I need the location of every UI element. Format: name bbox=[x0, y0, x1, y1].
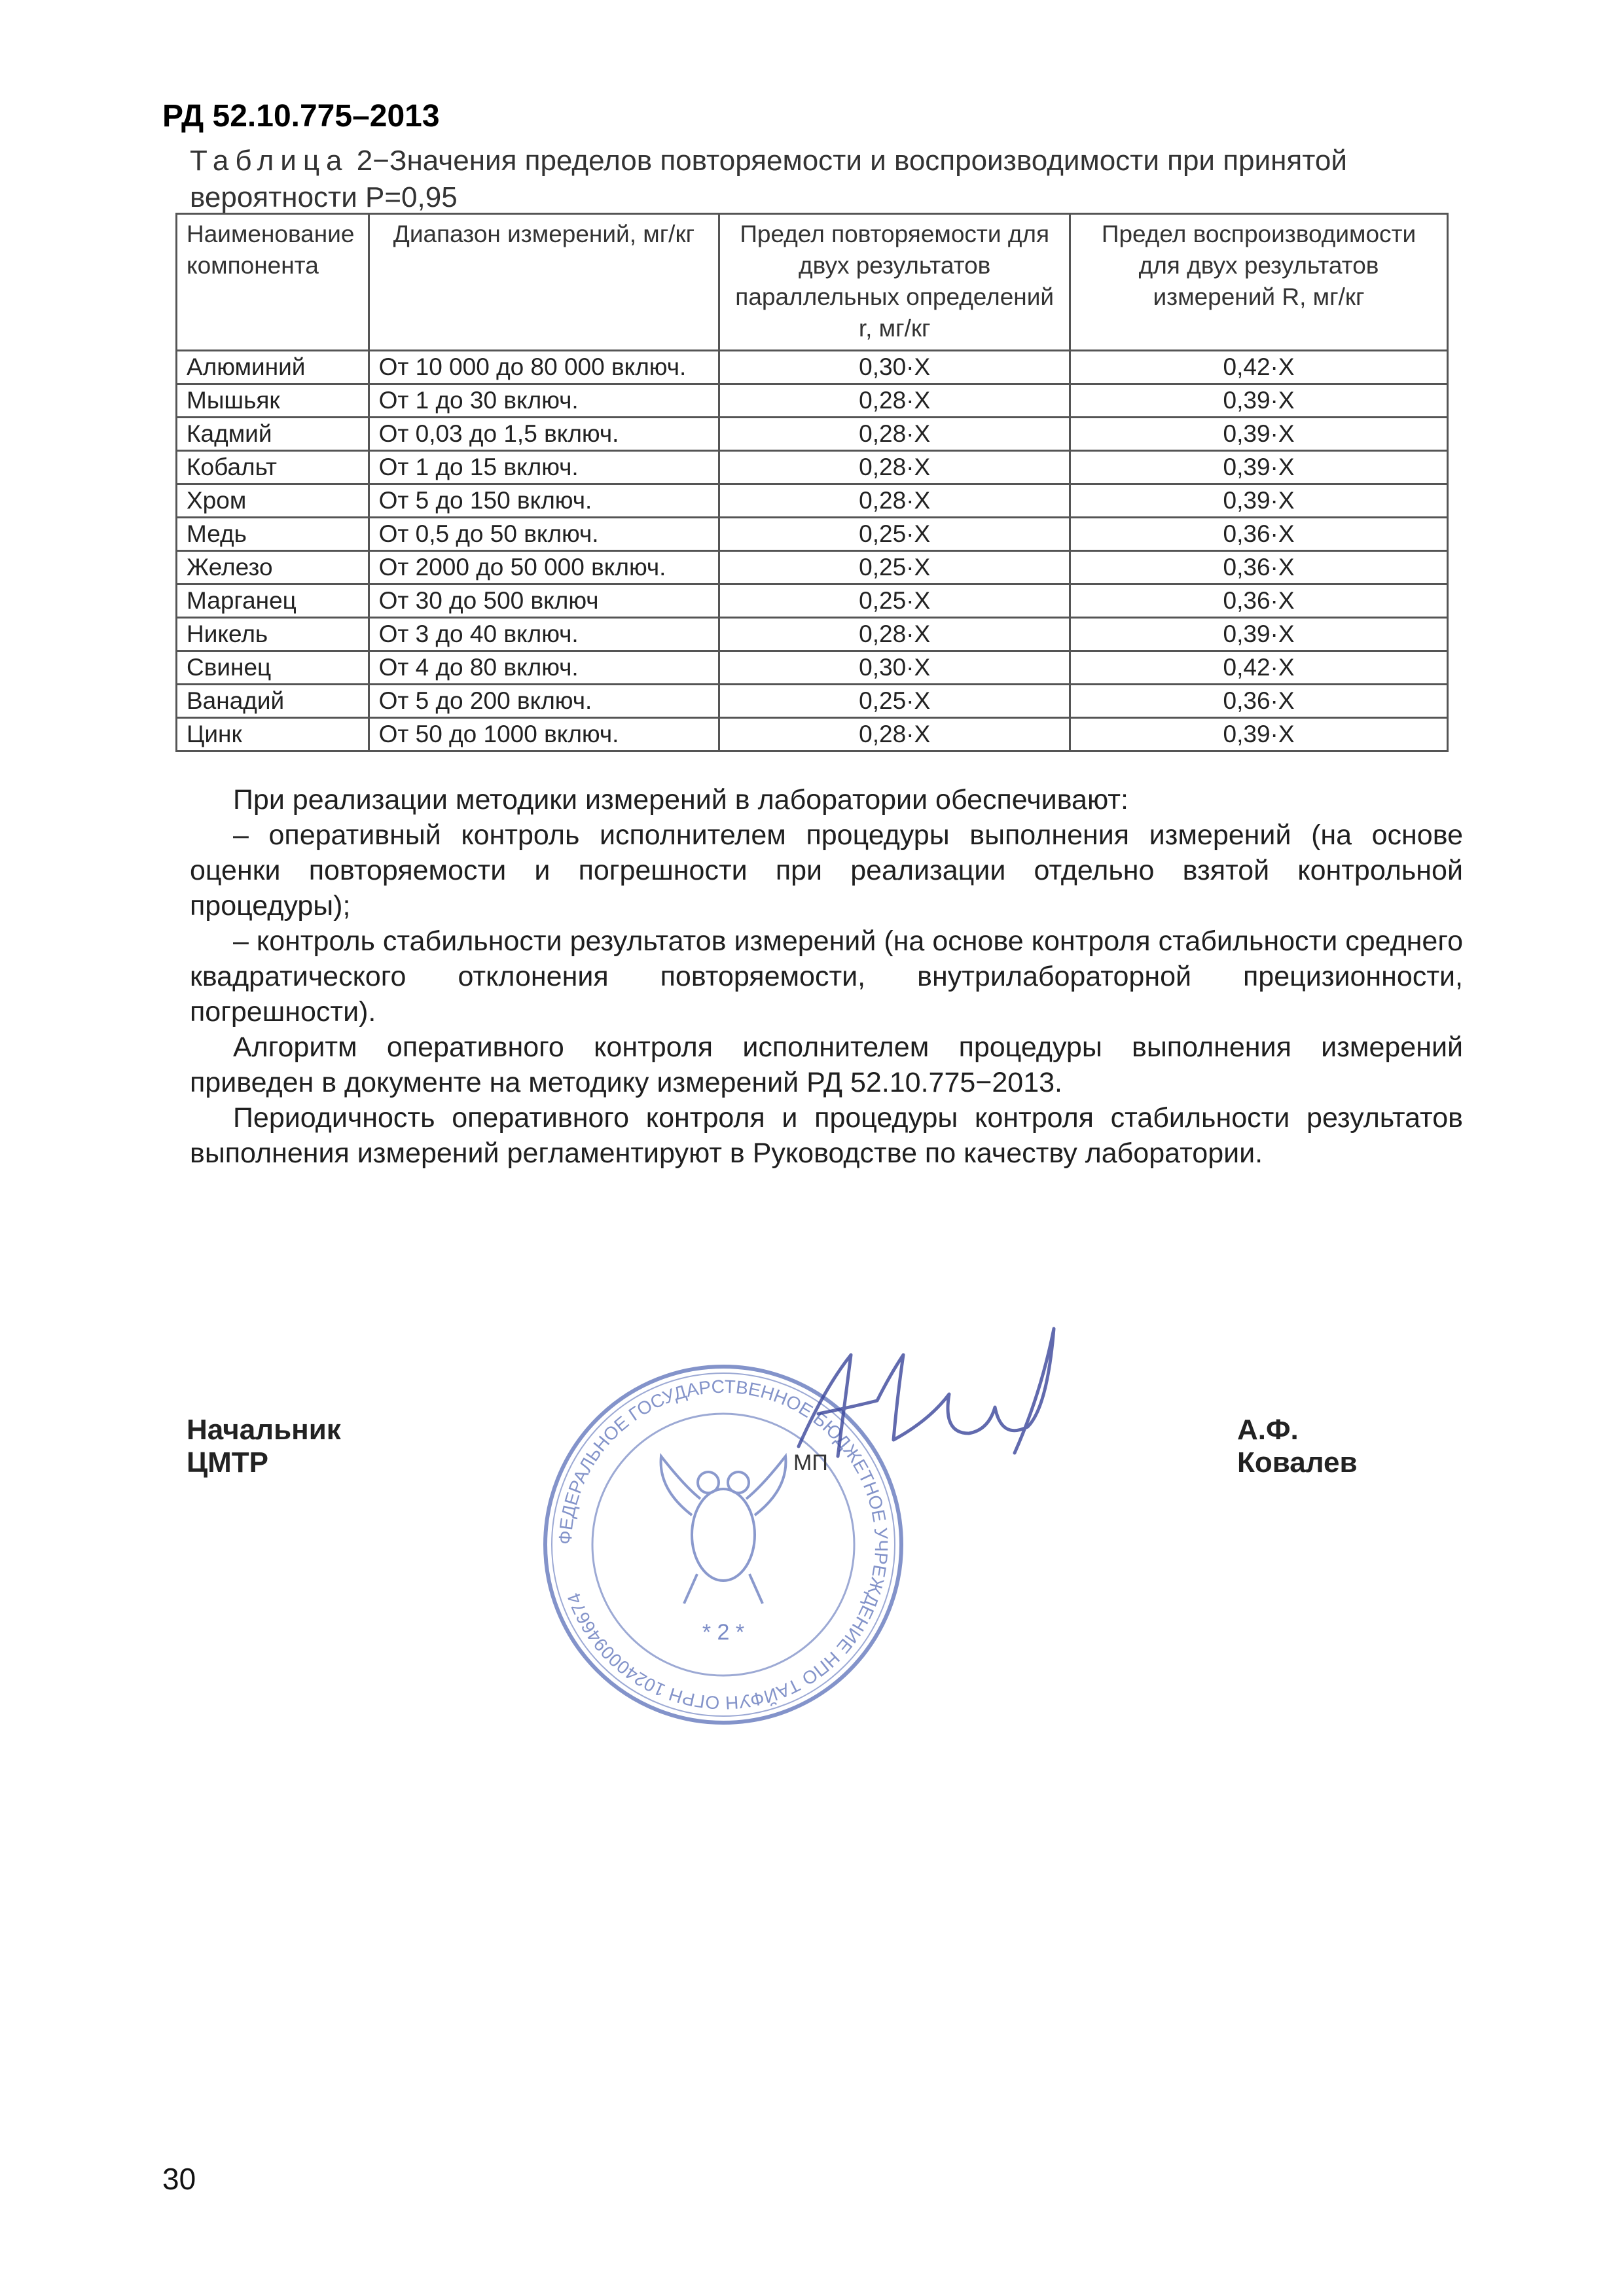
cell-reproducibility: 0,39·Х bbox=[1070, 384, 1448, 418]
paragraph-stability-control: – контроль стабильности результатов измерений (на основе контроля стабильности среднего квадратического отклонения повторяемости, внутрилабораторной прецизионности, погрешности). bbox=[190, 925, 1463, 1028]
cell-reproducibility: 0,36·Х bbox=[1070, 584, 1448, 618]
table-row bbox=[177, 451, 1448, 484]
eagle-emblem-icon bbox=[661, 1456, 786, 1604]
cell-component: Ванадий bbox=[177, 685, 369, 718]
cell-repeatability: 0,28·Х bbox=[719, 718, 1070, 751]
limits-table bbox=[175, 213, 1449, 752]
cell-reproducibility: 0,39·Х bbox=[1070, 718, 1448, 751]
table-row bbox=[177, 651, 1448, 685]
table-row bbox=[177, 551, 1448, 584]
table-row bbox=[177, 384, 1448, 418]
cell-component: Мышьяк bbox=[177, 384, 369, 418]
cell-component: Свинец bbox=[177, 651, 369, 685]
cell-reproducibility: 0,36·Х bbox=[1070, 685, 1448, 718]
cell-component: Кадмий bbox=[177, 418, 369, 451]
paragraph-algorithm: Алгоритм оперативного контроля исполнителем процедуры выполнения измерений приведен в документе на методику измерений РД 52.10.775−2013. bbox=[190, 1031, 1463, 1098]
cell-repeatability: 0,28·Х bbox=[719, 484, 1070, 518]
cell-reproducibility: 0,42·Х bbox=[1070, 651, 1448, 685]
table-row bbox=[177, 418, 1448, 451]
cell-component: Марганец bbox=[177, 584, 369, 618]
header-range: Диапазон измерений, мг/кг bbox=[369, 214, 719, 351]
table-row bbox=[177, 351, 1448, 384]
cell-component: Железо bbox=[177, 551, 369, 584]
cell-repeatability: 0,28·Х bbox=[719, 384, 1070, 418]
cell-reproducibility: 0,39·Х bbox=[1070, 484, 1448, 518]
cell-repeatability: 0,28·Х bbox=[719, 418, 1070, 451]
cell-repeatability: 0,28·Х bbox=[719, 618, 1070, 651]
cell-repeatability: 0,25·Х bbox=[719, 518, 1070, 551]
cell-reproducibility: 0,39·Х bbox=[1070, 618, 1448, 651]
signer-position: Начальник ЦМТР bbox=[187, 1414, 341, 1479]
cell-component: Никель bbox=[177, 618, 369, 651]
cell-component: Кобальт bbox=[177, 451, 369, 484]
cell-range: От 4 до 80 включ. bbox=[369, 651, 719, 685]
header-reproducibility: Предел воспроизводимости для двух результатов измерений R, мг/кг bbox=[1070, 214, 1448, 351]
cell-component: Медь bbox=[177, 518, 369, 551]
table-row bbox=[177, 518, 1448, 551]
cell-range: От 30 до 500 включ bbox=[369, 584, 719, 618]
cell-reproducibility: 0,36·Х bbox=[1070, 518, 1448, 551]
cell-reproducibility: 0,39·Х bbox=[1070, 418, 1448, 451]
cell-range: От 1 до 15 включ. bbox=[369, 451, 719, 484]
stamp-center-text: * 2 * bbox=[702, 1620, 745, 1645]
header-repeatability: Предел повторяемости для двух результатов параллельных определений r, мг/кг bbox=[719, 214, 1070, 351]
stamp-ring-text: ФЕДЕРАЛЬНОЕ ГОСУДАРСТВЕННОЕ БЮДЖЕТНОЕ УЧРЕЖДЕНИЕ НПО ТАЙФУН ОГРН 1024000946674 bbox=[554, 1376, 892, 1713]
paragraph-operative-control: – оперативный контроль исполнителем процедуры выполнения измерений (на основе оценки повторяемости и погрешности при реализации отдельно взятой контрольной процедуры); bbox=[190, 819, 1463, 922]
cell-repeatability: 0,25·Х bbox=[719, 551, 1070, 584]
header-component: Наименование компонента bbox=[177, 214, 369, 351]
page-number: 30 bbox=[162, 2162, 196, 2196]
cell-range: От 5 до 150 включ. bbox=[369, 484, 719, 518]
table-row bbox=[177, 685, 1448, 718]
paragraph-periodicity: Периодичность оперативного контроля и процедуры контроля стабильности результатов выполнения измерений регламентируют в Руководстве по качеству лаборатории. bbox=[190, 1102, 1463, 1169]
table-caption-text: 2−Значения пределов повторяемости и воспроизводимости при принятой вероятности Р=0,95 bbox=[190, 145, 1347, 213]
cell-reproducibility: 0,42·Х bbox=[1070, 351, 1448, 384]
cell-repeatability: 0,30·Х bbox=[719, 651, 1070, 685]
body-text bbox=[190, 782, 1463, 1171]
cell-component: Алюминий bbox=[177, 351, 369, 384]
stamp-label: МП bbox=[793, 1450, 828, 1475]
table-row bbox=[177, 584, 1448, 618]
table-row bbox=[177, 484, 1448, 518]
document-code: РД 52.10.775–2013 bbox=[162, 99, 440, 134]
paragraph-intro: При реализации методики измерений в лаборатории обеспечивают: bbox=[233, 784, 1128, 816]
cell-range: От 5 до 200 включ. bbox=[369, 685, 719, 718]
cell-reproducibility: 0,39·Х bbox=[1070, 451, 1448, 484]
table-row bbox=[177, 618, 1448, 651]
table-caption-label: Таблица bbox=[190, 145, 349, 177]
cell-reproducibility: 0,36·Х bbox=[1070, 551, 1448, 584]
cell-range: От 1 до 30 включ. bbox=[369, 384, 719, 418]
cell-component: Хром bbox=[177, 484, 369, 518]
cell-repeatability: 0,30·Х bbox=[719, 351, 1070, 384]
cell-range: От 0,5 до 50 включ. bbox=[369, 518, 719, 551]
table-header-row bbox=[177, 214, 1448, 351]
handwritten-signature bbox=[779, 1316, 1067, 1486]
table-row bbox=[177, 718, 1448, 751]
cell-range: От 3 до 40 включ. bbox=[369, 618, 719, 651]
cell-range: От 10 000 до 80 000 включ. bbox=[369, 351, 719, 384]
cell-range: От 50 до 1000 включ. bbox=[369, 718, 719, 751]
cell-component: Цинк bbox=[177, 718, 369, 751]
table-caption bbox=[190, 143, 1473, 216]
cell-repeatability: 0,25·Х bbox=[719, 685, 1070, 718]
cell-range: От 0,03 до 1,5 включ. bbox=[369, 418, 719, 451]
cell-range: От 2000 до 50 000 включ. bbox=[369, 551, 719, 584]
signer-name: А.Ф. Ковалев bbox=[1237, 1414, 1358, 1479]
cell-repeatability: 0,25·Х bbox=[719, 584, 1070, 618]
cell-repeatability: 0,28·Х bbox=[719, 451, 1070, 484]
